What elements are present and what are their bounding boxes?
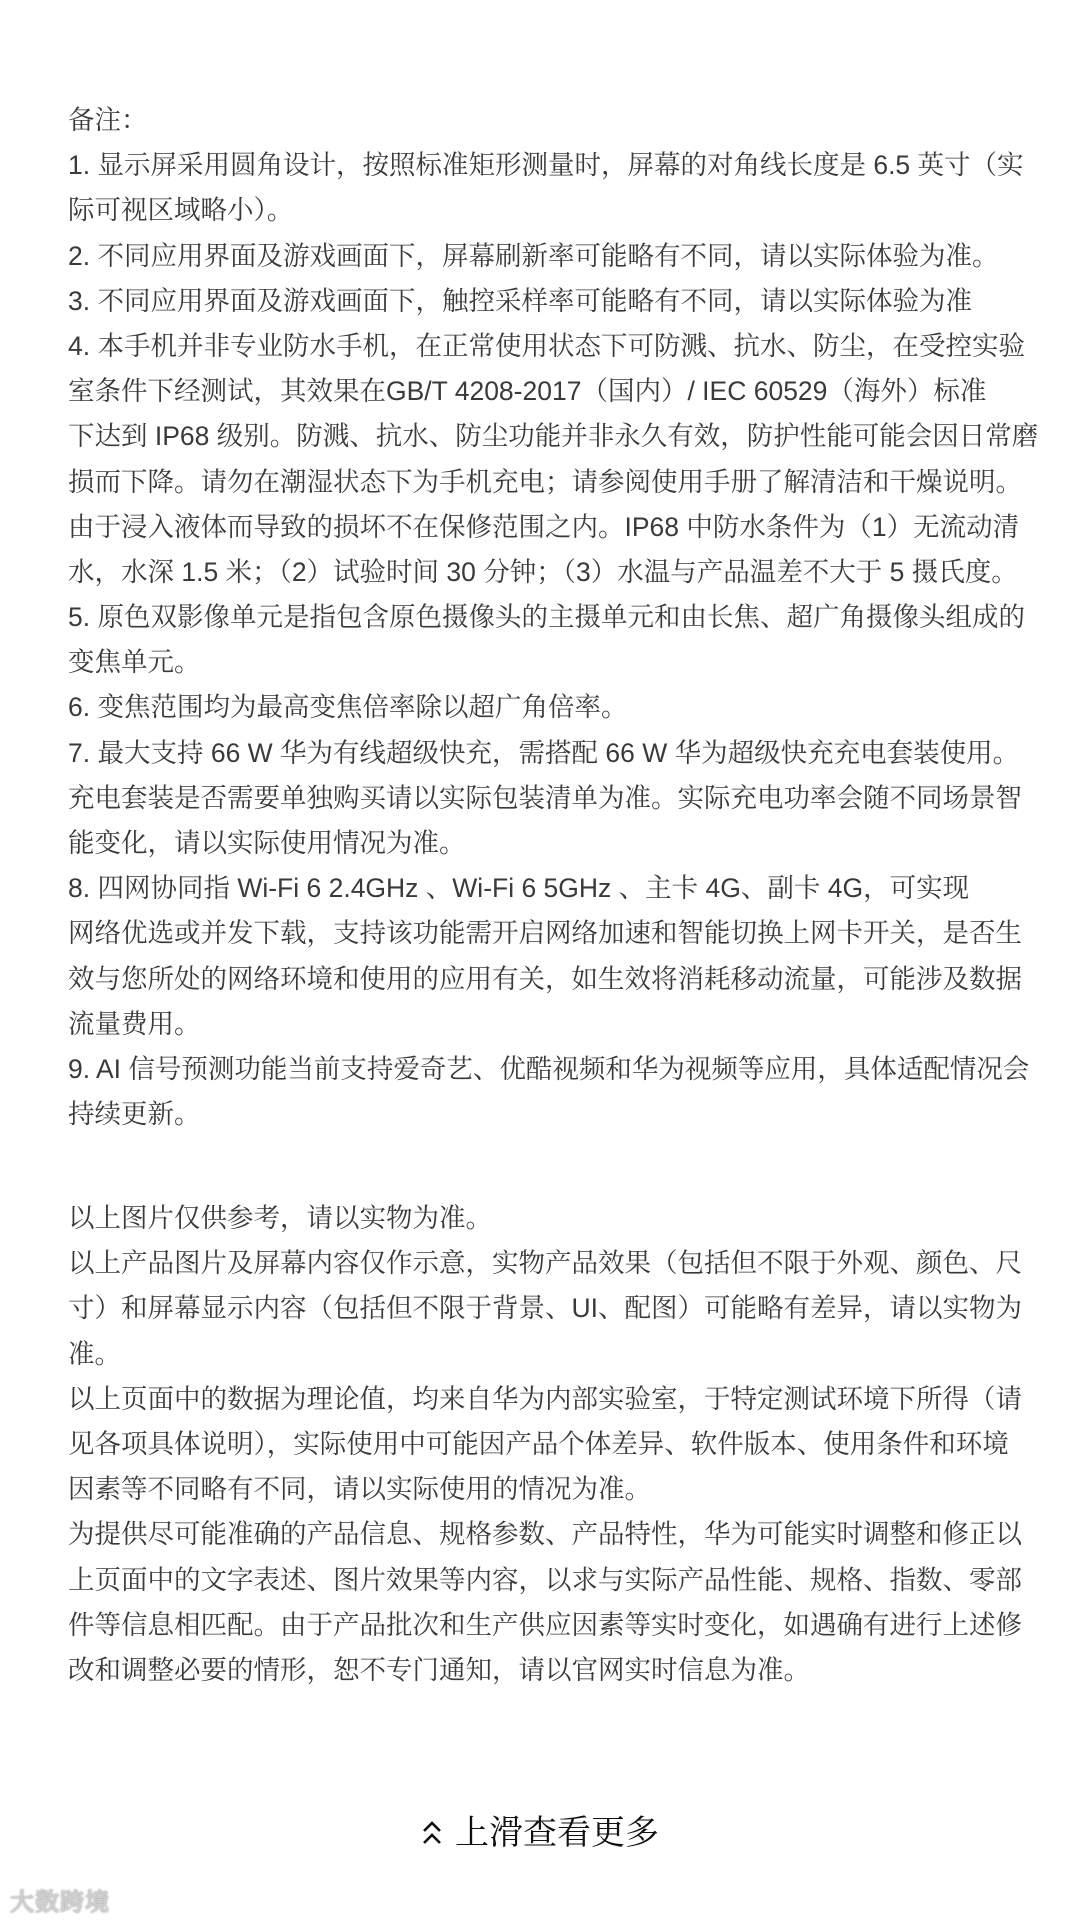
disclaimer-line: 上页面中的文字表述、图片效果等内容，以求与实际产品性能、规格、指数、零部: [68, 1564, 1022, 1595]
note-line: 8. 四网协同指 Wi-Fi 6 2.4GHz 、Wi-Fi 6 5GHz 、主卡 4G、副卡 4G，可实现: [68, 873, 970, 904]
note-line: 2. 不同应用界面及游戏画面下，屏幕刷新率可能略有不同，请以实际体验为准。: [68, 240, 999, 271]
note-line: 充电套装是否需要单独购买请以实际包装清单为准。实际充电功率会随不同场景智: [68, 782, 1022, 813]
note-line: 效与您所处的网络环境和使用的应用有关，如生效将消耗移动流量，可能涉及数据: [68, 963, 1022, 994]
disclaimer-line: 改和调整必要的情形，恕不专门通知，请以官网实时信息为准。: [68, 1654, 810, 1685]
disclaimer-line: 以上页面中的数据为理论值，均来自华为内部实验室，于特定测试环境下所得（请: [68, 1383, 1022, 1414]
disclaimer-line: 因素等不同略有不同，请以实际使用的情况为准。: [68, 1474, 651, 1505]
disclaimer-line: 件等信息相匹配。由于产品批次和生产供应因素等实时变化，如遇确有进行上述修: [68, 1609, 1022, 1640]
note-line: 室条件下经测试，其效果在GB/T 4208-2017（国内）/ IEC 60529（海外）标准: [68, 376, 987, 407]
note-line: 际可视区域略小）。: [68, 195, 294, 226]
note-line: 4. 本手机并非专业防水手机，在正常使用状态下可防溅、抗水、防尘，在受控实验: [68, 330, 1025, 361]
notes-section: [68, 98, 1039, 1137]
disclaimer-line: 以上产品图片及屏幕内容仅作示意，实物产品效果（包括但不限于外观、颜色、尺: [68, 1248, 1022, 1279]
note-line: 能变化，请以实际使用情况为准。: [68, 828, 466, 858]
note-line: 7. 最大支持 66 W 华为有线超级快充，需搭配 66 W 华为超级快充充电套装使用。: [68, 737, 1020, 768]
note-line: 持续更新。: [68, 1099, 201, 1130]
disclaimer-line: 寸）和屏幕显示内容（包括但不限于背景、UI、配图）可能略有差异，请以实物为: [68, 1293, 1022, 1324]
watermark-logo: [10, 1882, 110, 1917]
note-line: 损而下降。请勿在潮湿状态下为手机充电；请参阅使用手册了解清洁和干燥说明。: [68, 466, 1022, 497]
disclaimer-line: 准。: [68, 1338, 121, 1369]
note-line: 备注：: [68, 105, 148, 135]
disclaimer-line: 以上图片仅供参考，请以实物为准。: [68, 1203, 492, 1233]
note-line: 变焦单元。: [68, 647, 201, 678]
note-line: 1. 显示屏采用圆角设计，按照标准矩形测量时，屏幕的对角线长度是 6.5 英寸（实: [68, 150, 1024, 181]
note-line: 下达到 IP68 级别。防溅、抗水、防尘功能并非永久有效，防护性能可能会因日常磨: [68, 421, 1039, 452]
disclaimer-line: 见各项具体说明），实际使用中可能因产品个体差异、软件版本、使用条件和环境: [68, 1428, 1009, 1459]
note-line: 水，水深 1.5 米；（2）试验时间 30 分钟；（3）水温与产品温差不大于 5 摄氏度。: [68, 556, 1018, 587]
note-line: 由于浸入液体而导致的损坏不在保修范围之内。IP68 中防水条件为（1）无流动清: [68, 511, 1020, 542]
note-line: 网络优选或并发下载，支持该功能需开启网络加速和智能切换上网卡开关，是否生: [68, 918, 1022, 949]
disclaimer-line: 为提供尽可能准确的产品信息、规格参数、产品特性，华为可能实时调整和修正以: [68, 1519, 1022, 1550]
swipe-up-more-button[interactable]: [0, 1810, 1080, 1856]
disclaimer-section: [68, 1196, 1028, 1693]
note-line: 9. AI 信号预测功能当前支持爱奇艺、优酷视频和华为视频等应用，具体适配情况会: [68, 1053, 1030, 1084]
note-line: 6. 变焦范围均为最高变焦倍率除以超广角倍率。: [68, 692, 628, 723]
note-line: 流量费用。: [68, 1008, 201, 1039]
note-line: 5. 原色双影像单元是指包含原色摄像头的主摄单元和由长焦、超广角摄像头组成的: [68, 602, 1025, 633]
swipe-up-label: 上滑查看更多: [455, 1814, 659, 1852]
note-line: 3. 不同应用界面及游戏画面下，触控采样率可能略有不同，请以实际体验为准: [68, 285, 972, 316]
double-chevron-up-icon: [421, 1818, 443, 1848]
watermark-text: 大数跨境: [10, 1889, 110, 1916]
